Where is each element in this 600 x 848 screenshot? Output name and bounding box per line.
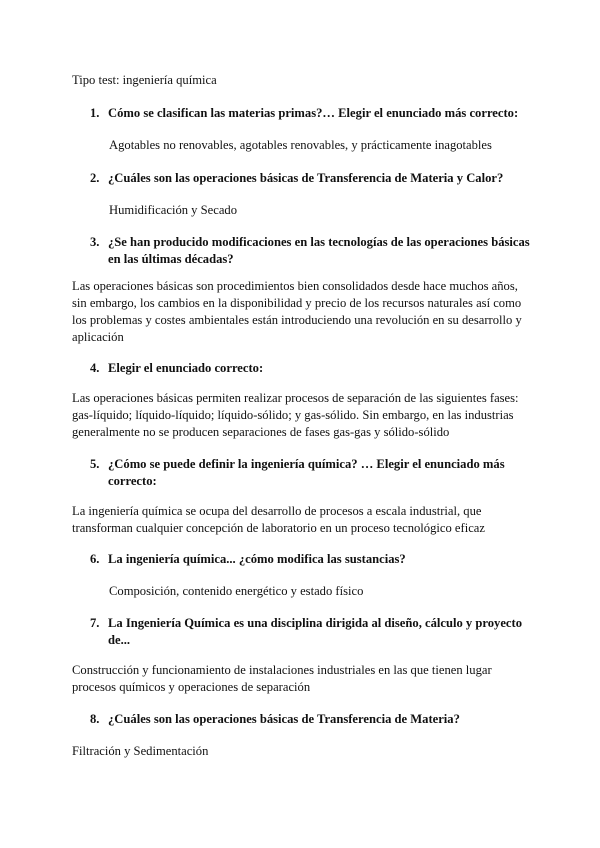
question-text: ¿Cuáles son las operaciones básicas de Transferencia de Materia y Calor?	[108, 171, 504, 185]
question-number: 3.	[90, 235, 100, 249]
answer-1: Agotables no renovables, agotables renovables, y prácticamente inagotables	[109, 138, 492, 152]
answer-3: Las operaciones básicas son procedimientos bien consolidados desde hace muchos años, sin embargo, los cambios en la disponibilidad y precio de los recursos naturales así como los problemas y costes ambientales están introduciendo una revolución en su desarrollo y aplicación	[72, 279, 522, 344]
question-5	[90, 456, 530, 490]
question-7	[90, 615, 530, 649]
question-number: 2.	[90, 171, 100, 185]
question-number: 6.	[90, 552, 100, 566]
question-text: ¿Cuáles son las operaciones básicas de Transferencia de Materia?	[108, 712, 460, 726]
question-text: Elegir el enunciado correcto:	[108, 361, 264, 375]
question-text: ¿Cómo se puede definir la ingeniería química? … Elegir el enunciado más correcto:	[108, 457, 505, 488]
question-number: 7.	[90, 616, 100, 630]
answer-7: Construcción y funcionamiento de instalaciones industriales en las que tienen lugar procesos químicos y operaciones de separación	[72, 663, 492, 694]
question-2	[90, 170, 530, 187]
question-number: 8.	[90, 712, 100, 726]
question-text: La ingeniería química... ¿cómo modifica las sustancias?	[108, 552, 406, 566]
question-number: 5.	[90, 457, 100, 471]
document-title: Tipo test: ingeniería química	[72, 73, 217, 87]
answer-5: La ingeniería química se ocupa del desarrollo de procesos a escala industrial, que transforman cualquier concepción de laboratorio en un proceso tecnológico eficaz	[72, 504, 485, 535]
question-6	[90, 551, 530, 568]
question-text: Cómo se clasifican las materias primas?… Elegir el enunciado más correcto:	[108, 106, 519, 120]
question-number: 1.	[90, 106, 100, 120]
question-text: La Ingeniería Química es una disciplina dirigida al diseño, cálculo y proyecto de...	[108, 616, 522, 647]
question-4	[90, 360, 530, 377]
question-text: ¿Se han producido modificaciones en las tecnologías de las operaciones básicas en las últimas décadas?	[108, 235, 530, 266]
answer-6: Composición, contenido energético y estado físico	[109, 584, 364, 598]
question-1	[90, 105, 530, 122]
answer-2: Humidificación y Secado	[109, 203, 237, 217]
answer-8: Filtración y Sedimentación	[72, 744, 209, 758]
question-8	[90, 711, 530, 728]
question-number: 4.	[90, 361, 100, 375]
question-3	[90, 234, 530, 268]
answer-4: Las operaciones básicas permiten realizar procesos de separación de las siguientes fases: gas-líquido; líquido-líquido; líquido-sólido; y gas-sólido. Sin embargo, en las industrias generalmente no se producen separaciones de fases gas-gas y sólido-sólido	[72, 391, 519, 439]
